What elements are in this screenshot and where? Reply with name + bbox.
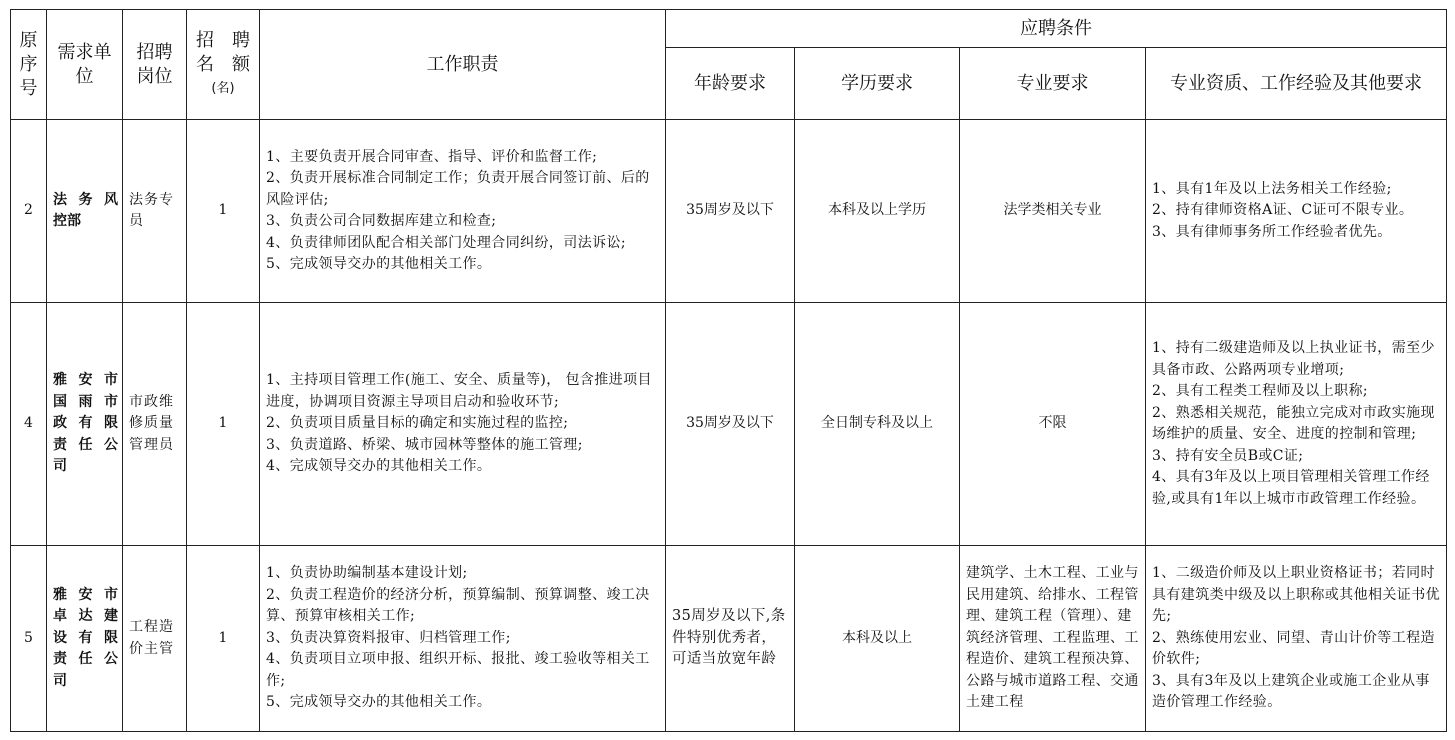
row-duties: 1、主要负责开展合同审查、指导、评价和监督工作; 2、负责开展标准合同制定工作；负责开展合同签订前、后的风险评估; 3、负责公司合同数据库建立和检查; 4、负责律师团队配合相关部门处理合同纠纷，司法诉讼; 5、完成领导交办的其他相关工作。 [260,120,666,303]
row-major: 建筑学、土木工程、工业与民用建筑、给排水、工程管理、建筑工程（管理）、建筑经济管理、工程监理、工程造价、建筑工程预决算、公路与城市道路工程、交通土建工程 [960,546,1146,732]
row-count: 1 [187,546,260,732]
row-dept: 法务风 控部 [47,120,123,303]
row-education: 本科及以上学历 [795,120,960,303]
header-age: 年龄要求 [666,48,795,120]
row-seq: 4 [11,303,47,546]
table-row [11,546,1447,732]
row-dept: 雅安市 国雨市 政有限 责任公 司 [47,303,123,546]
table-row [11,120,1447,303]
row-age: 35周岁及以下,条件特别优秀者，可适当放宽年龄 [666,546,795,732]
header-post: 招聘 岗位 [123,10,187,120]
row-post: 工程造价主管 [123,546,187,732]
row-post: 法务专员 [123,120,187,303]
header-other: 专业资质、工作经验及其他要求 [1146,48,1447,120]
header-education: 学历要求 [795,48,960,120]
row-other: 1、二级造价师及以上职业资格证书；若同时具有建筑类中级及以上职称或其他相关证书优先; 2、熟练使用宏业、同望、青山计价等工程造价软件; 3、具有3年及以上建筑企业或施工企业从事造价管理工作经验。 [1146,546,1447,732]
row-count: 1 [187,120,260,303]
row-other: 1、持有二级建造师及以上执业证书，需至少具备市政、公路两项专业增项; 2、具有工程类工程师及以上职称; 2、熟悉相关规范，能独立完成对市政实施现场维护的质量、安全、进度的控制和管理; 3、持有安全员B或C证; 4、具有3年及以上项目管理相关管理工作经验,或具有1年以上城市市政管理工作经验。 [1146,303,1447,546]
header-duties: 工作职责 [260,10,666,120]
row-major: 法学类相关专业 [960,120,1146,303]
header-seq: 原 序 号 [11,10,47,120]
row-duties: 1、主持项目管理工作(施工、安全、质量等)， 包含推进项目进度，协调项目资源主导项目启动和验收环节; 2、负责项目质量目标的确定和实施过程的监控; 3、负责道路、桥梁、城市园林等整体的施工管理; 4、完成领导交办的其他相关工作。 [260,303,666,546]
row-major: 不限 [960,303,1146,546]
header-major: 专业要求 [960,48,1146,120]
header-count: 招 聘 名 额 (名) [187,10,260,120]
row-other: 1、具有1年及以上法务相关工作经验; 2、持有律师资格A证、C证可不限专业。 3、具有律师事务所工作经验者优先。 [1146,120,1447,303]
row-post: 市政维修质量管理员 [123,303,187,546]
row-seq: 5 [11,546,47,732]
row-education: 全日制专科及以上 [795,303,960,546]
header-dept: 需求单 位 [47,10,123,120]
row-age: 35周岁及以下 [666,120,795,303]
header-conditions: 应聘条件 [666,10,1447,48]
row-education: 本科及以上 [795,546,960,732]
row-seq: 2 [11,120,47,303]
table-row [11,303,1447,546]
row-dept: 雅安市 卓达建 设有限 责任公 司 [47,546,123,732]
row-age: 35周岁及以下 [666,303,795,546]
header-row-1 [11,10,1447,48]
recruitment-table [10,9,1447,732]
row-duties: 1、负责协助编制基本建设计划; 2、负责工程造价的经济分析，预算编制、预算调整、竣工决算、预算审核相关工作; 3、负责决算资料报审、归档管理工作; 4、负责项目立项申报、组织开标、报批、竣工验收等相关工作; 5、完成领导交办的其他相关工作。 [260,546,666,732]
row-count: 1 [187,303,260,546]
